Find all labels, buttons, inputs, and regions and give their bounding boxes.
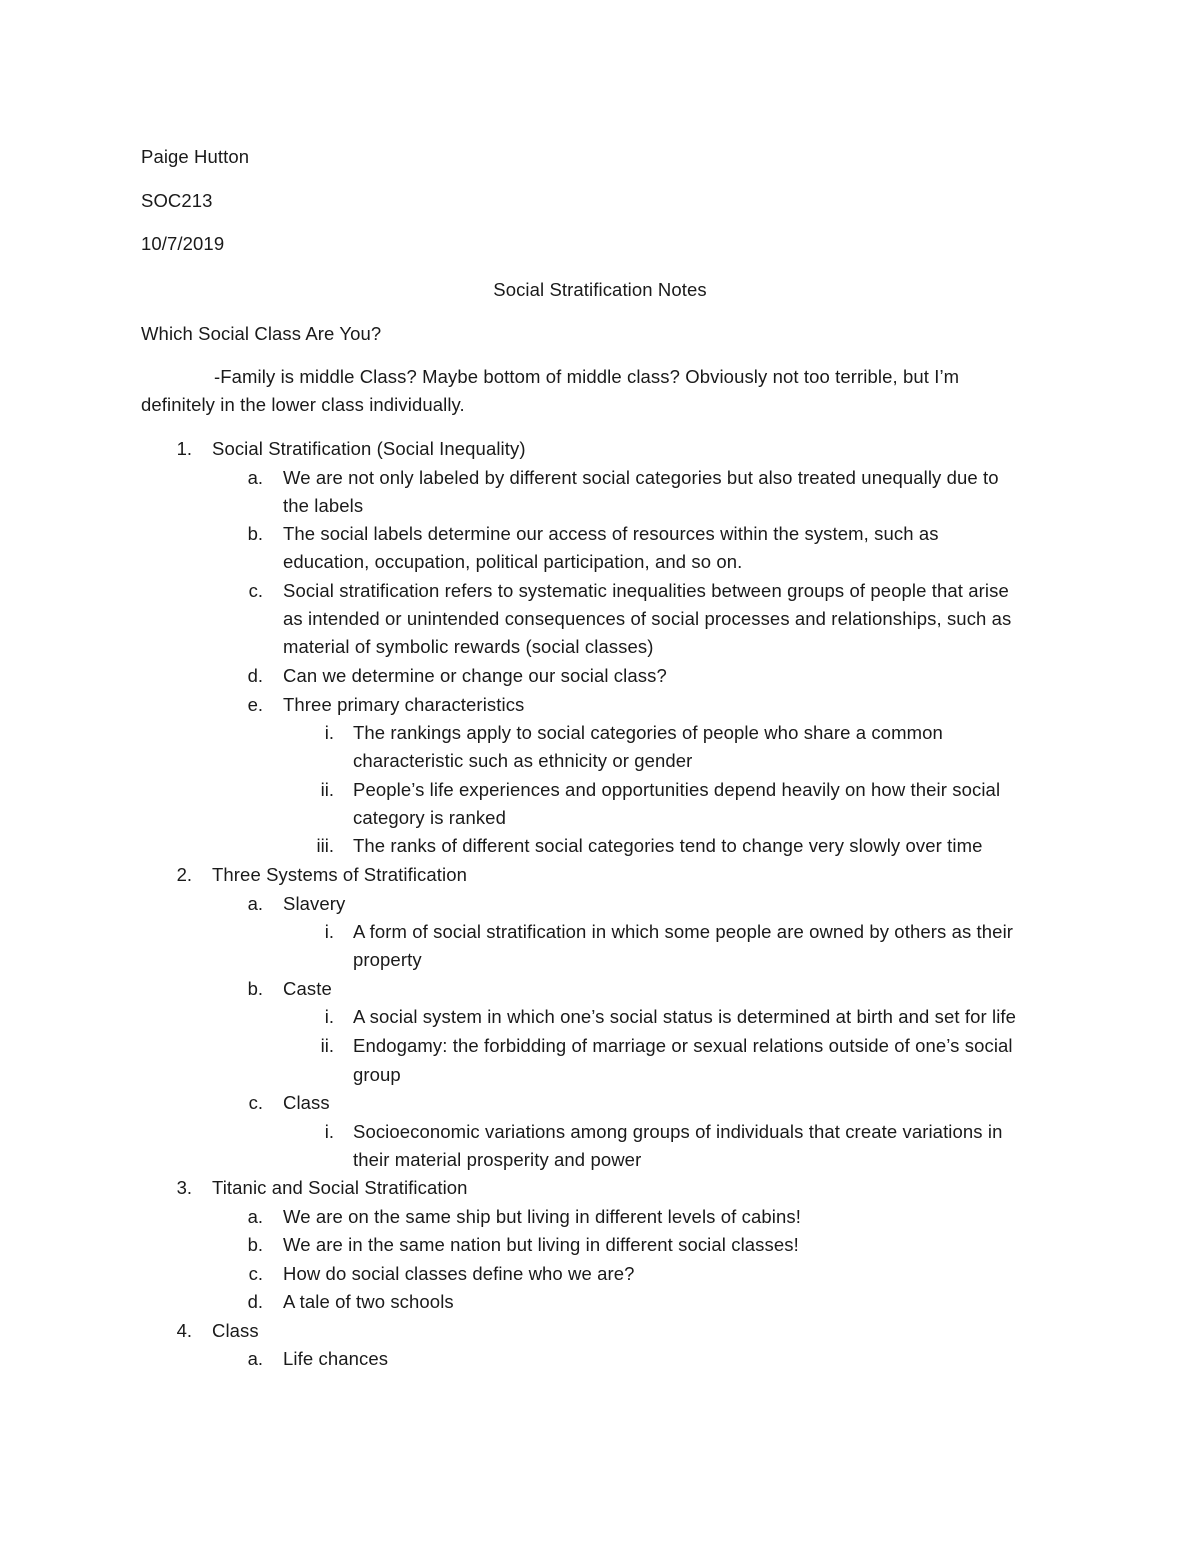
- item-1b-line-1: The social labels determine our access of resources within the system, such as: [283, 523, 939, 544]
- date: 10/7/2019: [141, 233, 225, 254]
- item-2c-i-line-1: Socioeconomic variations among groups of individuals that create variations in: [353, 1121, 1003, 1142]
- item-1a-line-2: the labels: [283, 495, 364, 516]
- item-2b-ii-line-1: Endogamy: the forbidding of marriage or sexual relations outside of one’s social: [353, 1035, 1013, 1056]
- section-1-heading: Social Stratification (Social Inequality): [212, 438, 526, 459]
- course-code: SOC213: [141, 190, 213, 211]
- item-2a-letter: a.: [247, 893, 263, 914]
- item-4a-letter: a.: [247, 1348, 263, 1369]
- item-1c-letter: c.: [248, 580, 263, 601]
- item-2b-ii-line-2: group: [353, 1064, 401, 1085]
- item-2b-letter: b.: [247, 978, 263, 999]
- item-2b-i-numeral: i.: [324, 1006, 334, 1027]
- item-3a-line-1: We are on the same ship but living in different levels of cabins!: [283, 1206, 801, 1227]
- item-2c-i-numeral: i.: [324, 1121, 334, 1142]
- item-2a-i-numeral: i.: [324, 921, 334, 942]
- section-4-number: 4.: [176, 1320, 192, 1341]
- item-3d-line-1: A tale of two schools: [283, 1291, 454, 1312]
- item-2a-line-1: Slavery: [283, 893, 346, 914]
- item-1d-line-1: Can we determine or change our social class?: [283, 665, 667, 686]
- item-1e-i-numeral: i.: [324, 722, 334, 743]
- answer-line-1: -Family is middle Class? Maybe bottom of middle class? Obviously not too terrible, but I’m: [214, 366, 960, 387]
- item-1d-letter: d.: [247, 665, 263, 686]
- section-3-number: 3.: [176, 1177, 192, 1198]
- item-3c-line-1: How do social classes define who we are?: [283, 1263, 635, 1284]
- item-2c-letter: c.: [248, 1092, 263, 1113]
- item-1c-line-2: as intended or unintended consequences of social processes and relationships, such as: [283, 608, 1012, 629]
- item-1a-line-1: We are not only labeled by different social categories but also treated unequally due to: [283, 467, 999, 488]
- page-title: Social Stratification Notes: [493, 279, 707, 300]
- item-1b-letter: b.: [247, 523, 263, 544]
- item-1e-letter: e.: [247, 694, 263, 715]
- item-1e-iii-line-1: The ranks of different social categories tend to change very slowly over time: [353, 835, 983, 856]
- item-2b-i-line-1: A social system in which one’s social status is determined at birth and set for life: [353, 1006, 1017, 1027]
- item-2a-i-line-2: property: [353, 949, 422, 970]
- item-3a-letter: a.: [247, 1206, 263, 1227]
- item-3d-letter: d.: [247, 1291, 263, 1312]
- item-3c-letter: c.: [248, 1263, 263, 1284]
- item-2c-line-1: Class: [283, 1092, 330, 1113]
- section-2-number: 2.: [176, 864, 192, 885]
- item-1c-line-1: Social stratification refers to systematic inequalities between groups of people that arise: [283, 580, 1009, 601]
- item-2a-i-line-1: A form of social stratification in which some people are owned by others as their: [353, 921, 1014, 942]
- answer-line-2: definitely in the lower class individually.: [141, 394, 465, 415]
- item-1e-ii-line-1: People’s life experiences and opportunities depend heavily on how their social: [353, 779, 1001, 800]
- item-4a-line-1: Life chances: [283, 1348, 389, 1369]
- item-2b-ii-numeral: ii.: [320, 1035, 334, 1056]
- item-2c-i-line-2: their material prosperity and power: [353, 1149, 642, 1170]
- item-1e-i-line-2: characteristic such as ethnicity or gender: [353, 750, 693, 771]
- item-1e-line-1: Three primary characteristics: [283, 694, 525, 715]
- item-3b-line-1: We are in the same nation but living in different social classes!: [283, 1234, 799, 1255]
- item-1a-letter: a.: [247, 467, 263, 488]
- item-1c-line-3: material of symbolic rewards (social classes): [283, 636, 654, 657]
- item-2b-line-1: Caste: [283, 978, 332, 999]
- item-1b-line-2: education, occupation, political participation, and so on.: [283, 551, 743, 572]
- item-1e-iii-numeral: iii.: [316, 835, 334, 856]
- item-1e-i-line-1: The rankings apply to social categories of people who share a common: [353, 722, 943, 743]
- section-1-number: 1.: [176, 438, 192, 459]
- item-3b-letter: b.: [247, 1234, 263, 1255]
- question-heading: Which Social Class Are You?: [141, 323, 382, 344]
- section-3-heading: Titanic and Social Stratification: [212, 1177, 468, 1198]
- item-1e-ii-line-2: category is ranked: [353, 807, 506, 828]
- section-4-heading: Class: [212, 1320, 259, 1341]
- item-1e-ii-numeral: ii.: [320, 779, 334, 800]
- section-2-heading: Three Systems of Stratification: [212, 864, 467, 885]
- author-name: Paige Hutton: [141, 146, 250, 167]
